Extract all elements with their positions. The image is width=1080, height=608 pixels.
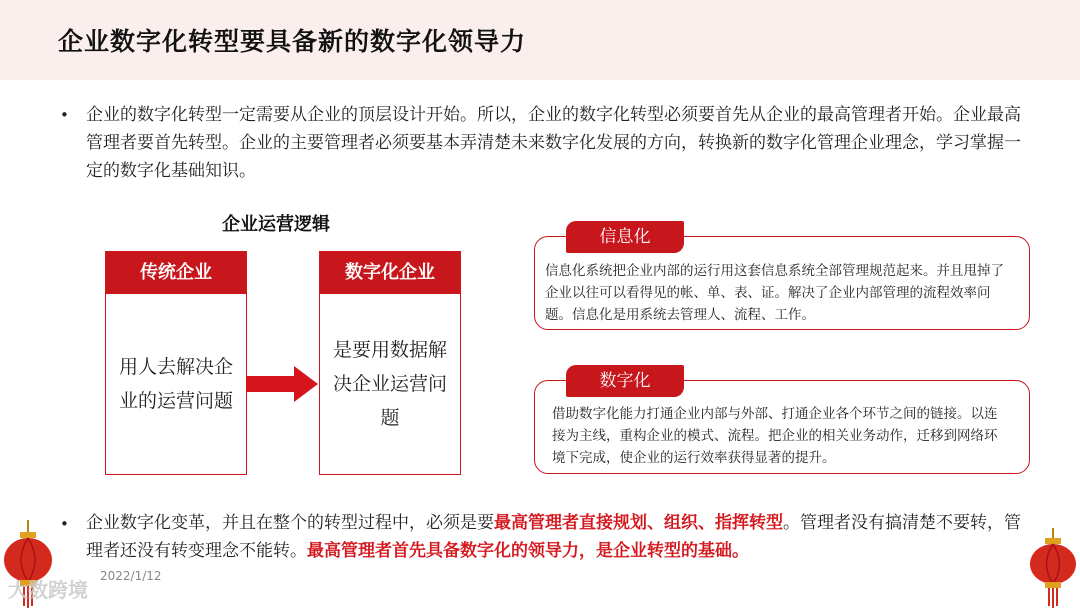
traditional-enterprise-header: 传统企业 (106, 252, 246, 294)
lantern-right-icon (1026, 528, 1080, 608)
digital-enterprise-header: 数字化企业 (320, 252, 460, 294)
logic-title: 企业运营逻辑 (222, 214, 330, 235)
paragraph-2-part-2: 。管理者没有搞清楚不要转，管理者还没有转变理念不能转。 (86, 513, 1021, 561)
paragraph-2-highlight-2: 最高管理者首先具备数字化的领导力，是企业转型的基础。 (307, 541, 749, 561)
right-arrow-icon (246, 364, 320, 404)
paragraph-2-part-1: 企业数字化变革，并且在整个的转型过程中，必须是要 (86, 513, 494, 533)
digitalization-tab: 数字化 (566, 365, 684, 397)
digital-enterprise-box (319, 251, 461, 475)
paragraph-1: 企业的数字化转型一定需要从企业的顶层设计开始。所以，企业的数字化转型必须要首先从企业的最高管理者开始。企业最高管理者要首先转型。企业的主要管理者必须要基本弄清楚未来数字化发展的方向，转换新的数字化管理企业理念，学习掌握一定的数字化基础知识。 (86, 105, 1021, 181)
paragraph-2 (86, 509, 1026, 565)
page-title: 企业数字化转型要具备新的数字化领导力 (58, 27, 527, 56)
digitalization-text: 借助数字化能力打通企业内部与外部、打通企业各个环节之间的链接。以连接为主线，重构企业的模式、流程。把企业的相关业务动作，迁移到网络环境下完成，使企业的运行效率获得显著的提升。 (552, 406, 998, 466)
footer-date: 2022/1/12 (100, 569, 162, 583)
paragraph-2-highlight-1: 最高管理者直接规划、组织、指挥转型 (494, 513, 783, 533)
informatization-tab: 信息化 (566, 221, 684, 253)
digital-enterprise-body: 是要用数据解决企业运营问题 (332, 339, 447, 429)
traditional-enterprise-box (105, 251, 247, 475)
informatization-text: 信息化系统把企业内部的运行用这套信息系统全部管理规范起来。并且甩掉了企业以往可以看得见的帐、单、表、证。解决了企业内部管理的流程效率问题。信息化是用系统去管理人、流程、工作。 (545, 263, 1004, 323)
bullet-1: • (60, 106, 69, 124)
traditional-enterprise-body: 用人去解决企业的运营问题 (118, 356, 233, 412)
bullet-2: • (60, 515, 69, 533)
watermark: 大数跨境 (8, 578, 88, 602)
